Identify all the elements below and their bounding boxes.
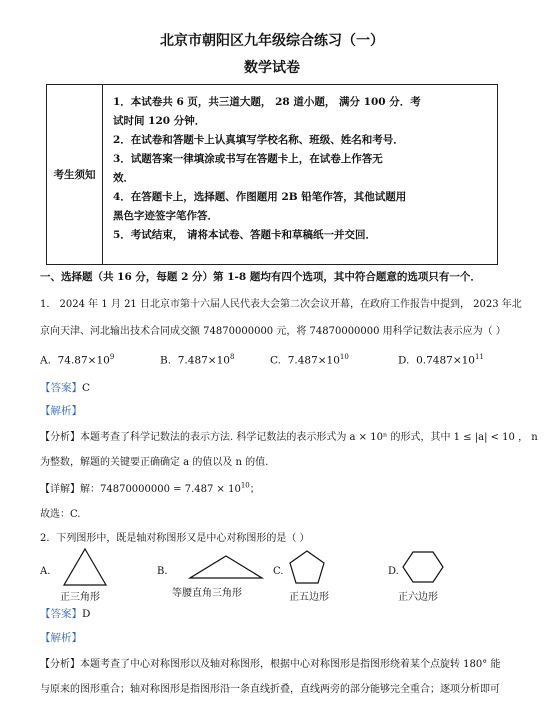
triangle-figure <box>62 546 108 588</box>
q1-fenxi-line1: 【分析】本题考查了科学记数法的表示方法. 科学记数法的表示形式为 a × 10ⁿ 的形式，其中 1 ≤ |a| < 10 ， n <box>40 432 538 443</box>
q2-caption-d: 正六边形 <box>398 592 438 603</box>
notice-items <box>113 93 491 245</box>
q2-answer <box>40 606 90 621</box>
q1-option-d: D. $0.7487\times 10^{11}$ <box>398 353 484 367</box>
q1-fenxi-line2: 为整数，解题的关键要正确确定 a 的值以及 n 的值. <box>40 457 269 468</box>
q2-option-a-letter: A. <box>40 566 51 577</box>
answer-tag: 【答案】 <box>40 608 82 620</box>
answer-tag: 【答案】 <box>40 382 82 394</box>
q2-caption-b: 等腰直角三角形 <box>172 588 242 599</box>
q2-option-c-letter: C. <box>273 566 284 577</box>
notice-line: 3．试题答案一律填涂或书写在答题卡上，在试卷上作答无 <box>113 153 383 165</box>
right-isosceles-triangle-figure <box>188 553 268 581</box>
q2-option-b-letter: B. <box>157 566 168 577</box>
notice-box <box>46 84 498 265</box>
q2-caption-c: 正五边形 <box>289 592 329 603</box>
notice-label: 考生须知 <box>47 85 103 264</box>
q1-answer <box>40 380 90 395</box>
section-heading: 一、选择题（共 16 分，每题 2 分）第 1-8 题均有四个选项，其中符合题意的选项只有一个． <box>40 271 481 283</box>
q1-stem-line2: 京向天津、河北输出技术合同成交额 74870000000 元，将 74870000000 用科学记数法表示应为（ ） <box>40 326 506 337</box>
answer-value: D <box>82 608 91 620</box>
q1-option-a: A. $74.87\times 10^9$ <box>40 353 115 367</box>
q1-option-c: C. $7.487\times 10^{10}$ <box>270 353 349 367</box>
q2-fenxi-line2: 与原来的图形重合；轴对称图形是指图形沿一条直线折叠，直线两旁的部分能够完全重合；逐项分析即可 <box>40 684 500 695</box>
notice-line: 5．考试结束， 请将本试卷、答题卡和草稿纸一并交回． <box>113 229 376 241</box>
q2-option-d-letter: D. <box>388 566 399 577</box>
exam-subtitle: 数学试卷 <box>244 60 300 76</box>
notice-line: 试时间 120 分钟． <box>113 115 206 127</box>
pentagon-figure <box>287 548 327 586</box>
answer-value: C <box>82 382 91 394</box>
notice-line: 2．在试卷和答题卡上认真填写学校名称、班级、姓名和考号． <box>113 134 404 146</box>
q1-conclusion: 故选：C. <box>40 509 81 520</box>
q2-stem: 2．下列图形中，既是轴对称图形又是中心对称图形的是（ ） <box>40 533 310 544</box>
q1-stem-line1: 1． 2024 年 1 月 21 日北京市第十六届人民代表大会第二次会议开幕，在政府工作报告中提到， 2023 年北 <box>40 299 522 310</box>
q2-caption-a: 正三角形 <box>60 592 100 603</box>
q2-analysis-tag: 【解析】 <box>40 632 82 644</box>
q2-fenxi-line1: 【分析】本题考查了中心对称图形以及轴对称图形，根据中心对称图形是指图形绕着某个点旋转 180° 能 <box>40 659 501 670</box>
q1-option-b: B. $7.487\times 10^8$ <box>160 353 235 367</box>
q1-detail: 【详解】解：$74870000000 = 7.487 \times 10^{10}$； <box>40 481 260 495</box>
notice-line: 黑色字迹签字笔作答． <box>113 210 218 222</box>
notice-line: 效． <box>113 172 134 184</box>
hexagon-figure <box>401 549 445 585</box>
notice-line: 1．本试卷共 6 页，共三道大题， 28 道小题， 满分 100 分．考 <box>113 96 421 108</box>
q1-analysis-tag: 【解析】 <box>40 405 82 417</box>
notice-line: 4．在答题卡上，选择题、作图题用 2B 铅笔作答，其他试题用 <box>113 191 407 203</box>
exam-title: 北京市朝阳区九年级综合练习（一） <box>160 33 384 49</box>
